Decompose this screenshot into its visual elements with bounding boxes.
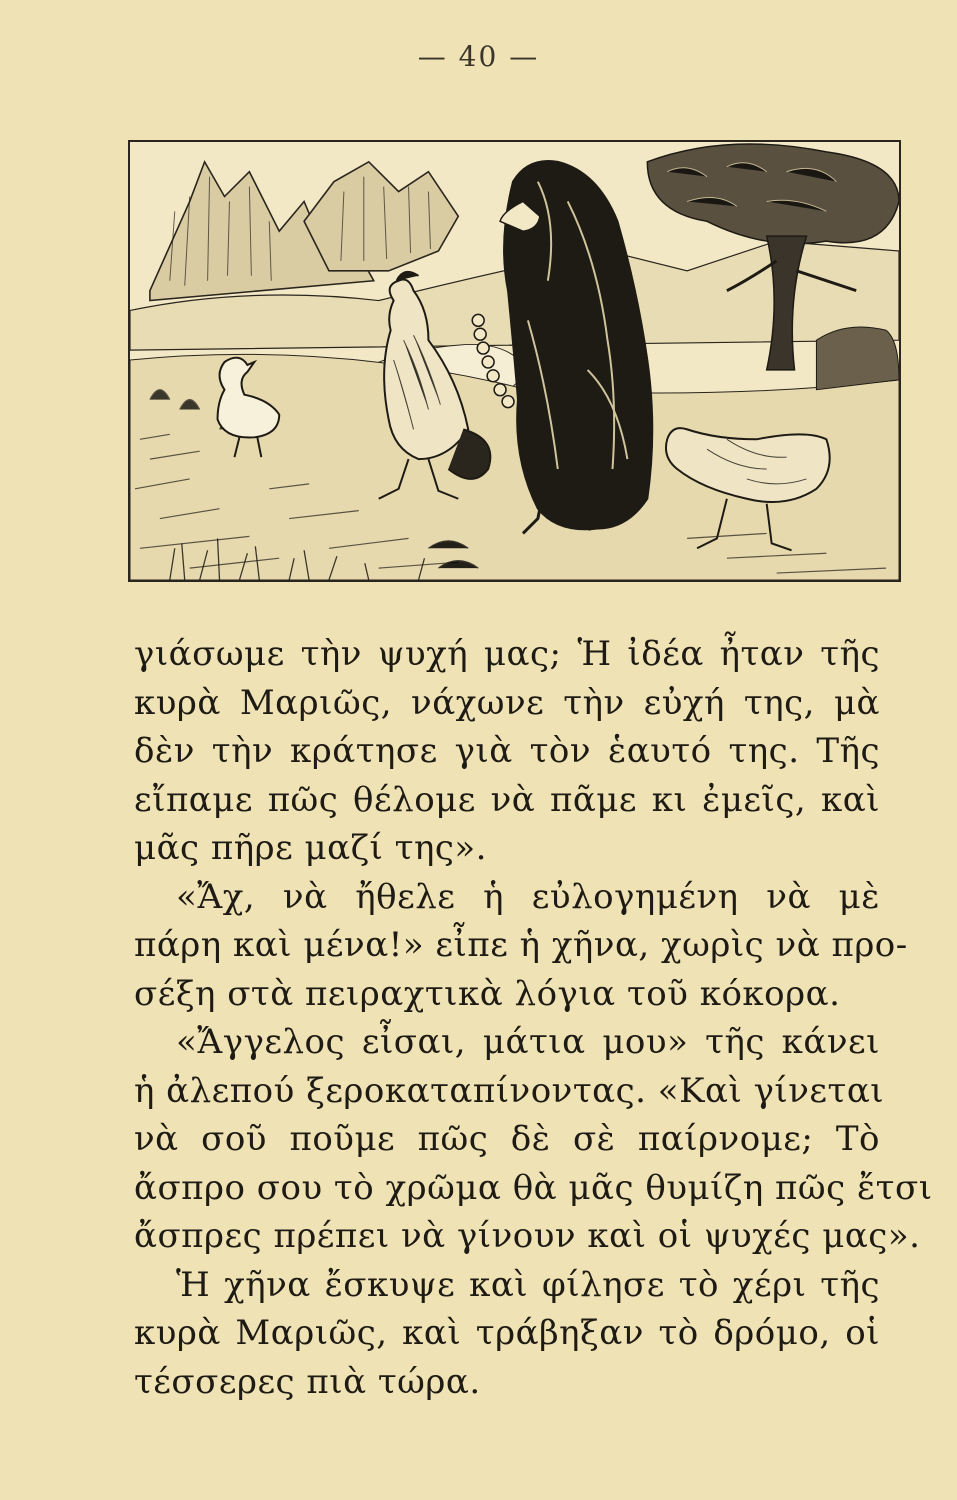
text-line: σέξη στὰ πειραχτικὰ λόγια τοῦ κόκορα. <box>134 973 841 1014</box>
text-line: γιάσωμε τὴν ψυχή μας; Ἡ ἰδέα ἦταν τῆς <box>134 634 880 674</box>
text-line: τέσσερες πιὰ τώρα. <box>134 1361 481 1402</box>
text-line: ἄσπρο σου τὸ χρῶμα θὰ μᾶς θυμίζη πῶς ἔτσι <box>134 1167 933 1208</box>
text-line: «Ἄχ, νὰ ἤθελε ἡ εὐλογημένη νὰ μὲ <box>176 876 880 917</box>
text-line: ἡ ἀλεπού ξεροκαταπίνοντας. «Καὶ γίνεται <box>134 1070 885 1111</box>
illustration-fox-and-birds <box>128 140 901 582</box>
text-line: δὲν τὴν κράτησε γιὰ τὸν ἑαυτό της. Τῆς <box>134 731 880 771</box>
text-line: ἄσπρες πρέπει νὰ γίνουν καὶ οἱ ψυχές μας». <box>134 1216 921 1256</box>
text-line: μᾶς πῆρε μαζί της». <box>134 828 487 868</box>
text-line: Ἡ χῆνα ἔσκυψε καὶ φίλησε τὸ χέρι τῆς <box>176 1264 880 1305</box>
text-line: εἴπαμε πῶς θέλομε νὰ πᾶμε κι ἐμεῖς, καὶ <box>134 779 880 820</box>
text-line: κυρὰ Μαριῶς, νάχωνε τὴν εὐχή της, μὰ <box>134 682 880 723</box>
page-number: — 40 — <box>417 40 540 73</box>
text-line: «Ἄγγελος εἶσαι, μάτια μου» τῆς κάνει <box>176 1022 880 1062</box>
body-text <box>134 630 933 1406</box>
text-line: κυρὰ Μαριῶς, καὶ τράβηξαν τὸ δρόμο, οἱ <box>134 1313 880 1353</box>
text-line: νὰ σοῦ ποῦμε πῶς δὲ σὲ παίρνομε; Τὸ <box>134 1119 880 1159</box>
text-line: πάρη καὶ μένα!» εἶπε ἡ χῆνα, χωρὶς νὰ προ- <box>134 925 908 965</box>
